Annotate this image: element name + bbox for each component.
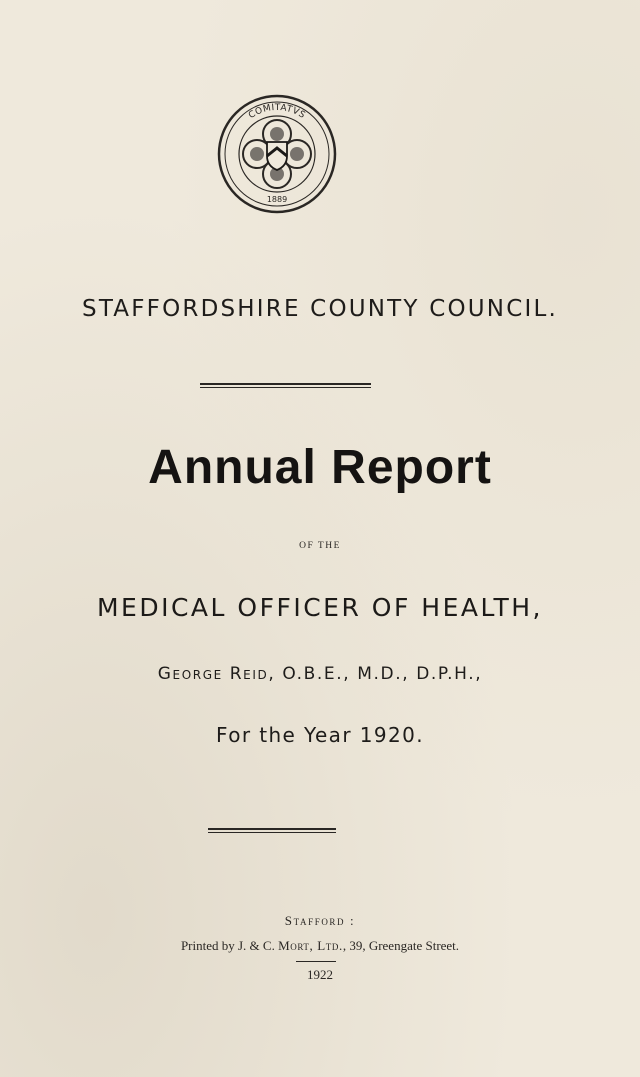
double-rule-divider-lower bbox=[208, 828, 336, 833]
report-year: For the Year 1920. bbox=[216, 723, 424, 747]
seal-motto-top: COMITATVS bbox=[247, 102, 307, 122]
council-heading: STAFFORDSHIRE COUNTY COUNCIL. bbox=[82, 296, 558, 322]
seal-year: 1889 bbox=[266, 195, 288, 204]
report-subject: MEDICAL OFFICER OF HEALTH, bbox=[96, 593, 543, 622]
publication-year: 1922 bbox=[307, 967, 333, 982]
svg-text:COMITATVS bbox=[247, 103, 307, 121]
officer-name: George Reid, O.B.E., M.D., D.P.H., bbox=[157, 664, 483, 684]
imprint-printer-name: Mort, Ltd. bbox=[278, 938, 343, 953]
double-rule-divider bbox=[200, 383, 371, 388]
imprint-prefix: Printed by J. & C. bbox=[180, 938, 279, 953]
county-council-seal bbox=[213, 92, 341, 214]
imprint-place: Stafford : bbox=[284, 913, 356, 928]
imprint-address: , 39, Greengate Street. bbox=[342, 938, 460, 953]
report-title: Annual Report bbox=[148, 441, 492, 494]
imprint-printer-line bbox=[0, 938, 640, 954]
short-rule bbox=[296, 961, 336, 962]
of-the-label: OF THE bbox=[299, 541, 341, 551]
